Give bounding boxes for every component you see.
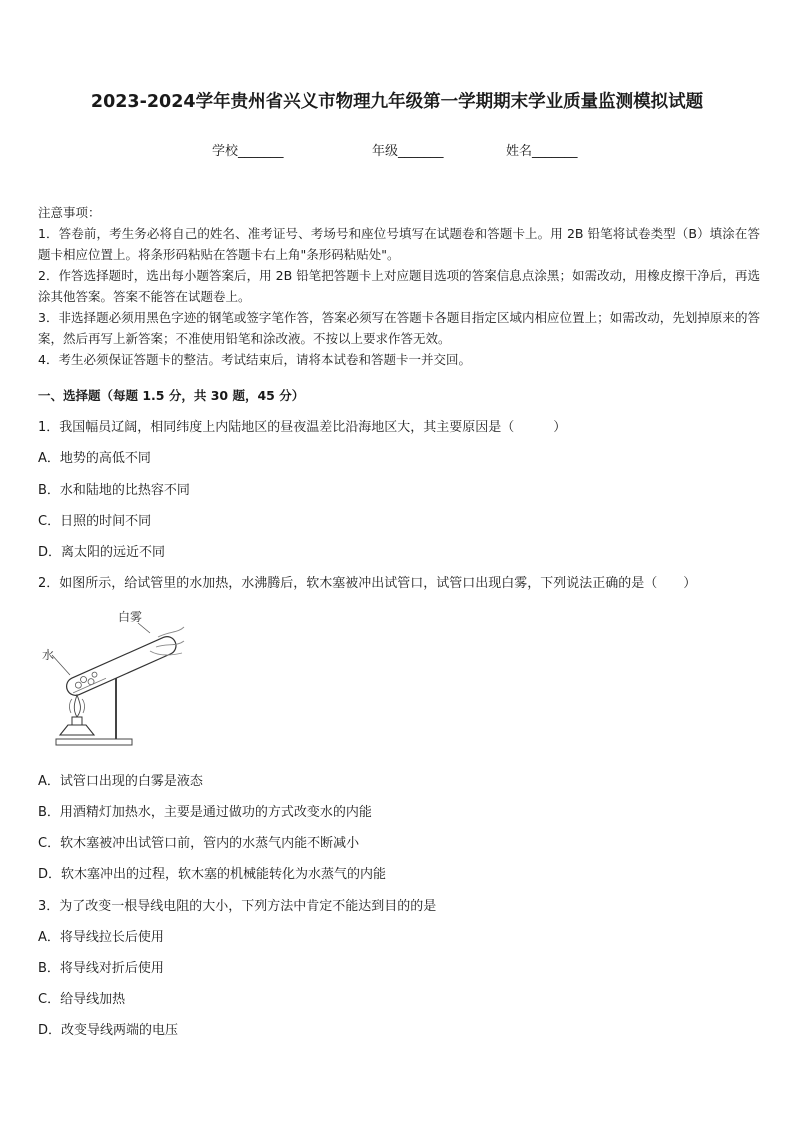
instruction-item: 1．答卷前，考生务必将自己的姓名、准考证号、考场号和座位号填写在试题卷和答题卡上。用 2B 铅笔将试卷类型（B）填涂在答题卡相应位置上。将条形码粘贴在答题卡右上角"条形码粘贴处"。 bbox=[38, 226, 760, 262]
answer-option: C．软木塞被冲出试管口前，管内的水蒸气内能不断减小 bbox=[38, 836, 360, 851]
name-field: 姓名_______ bbox=[506, 144, 578, 159]
answer-option: A．试管口出现的白雾是液态 bbox=[38, 774, 203, 789]
answer-option: A．将导线拉长后使用 bbox=[38, 930, 164, 945]
answer-option: B．将导线对折后使用 bbox=[38, 961, 164, 976]
school-field: 学校_______ bbox=[212, 144, 284, 159]
water-label: 水 bbox=[42, 648, 55, 662]
test-tube-heating-figure bbox=[38, 603, 188, 753]
instruction-item: 4．考生必须保证答题卡的整洁。考试结束后，请将本试卷和答题卡一并交回。 bbox=[38, 352, 471, 367]
answer-option: A．地势的高低不同 bbox=[38, 451, 151, 466]
question-stem: 1．我国幅员辽阔，相同纬度上内陆地区的昼夜温差比沿海地区大，其主要原因是（ ） bbox=[38, 420, 567, 435]
exam-instructions bbox=[38, 202, 760, 370]
section-heading: 一、选择题（每题 1.5 分，共 30 题，45 分） bbox=[38, 388, 305, 403]
answer-option: B．用酒精灯加热水，主要是通过做功的方式改变水的内能 bbox=[38, 805, 372, 820]
instruction-item: 3．非选择题必须用黑色字迹的钢笔或签字笔作答，答案必须写在答题卡各题目指定区域内相应位置上；如需改动，先划掉原来的答案，然后再写上新答案；不准使用铅笔和涂改液。不按以上要求作答无效。 bbox=[38, 310, 760, 346]
student-info-row bbox=[0, 140, 794, 160]
answer-option: D．离太阳的远近不同 bbox=[38, 545, 166, 560]
answer-option: D．改变导线两端的电压 bbox=[38, 1023, 179, 1038]
answer-option: B．水和陆地的比热容不同 bbox=[38, 483, 190, 498]
exam-title: 2023-2024学年贵州省兴义市物理九年级第一学期期末学业质量监测模拟试题 bbox=[90, 92, 704, 112]
grade-field: 年级_______ bbox=[372, 144, 444, 159]
question-stem: 2．如图所示，给试管里的水加热，水沸腾后，软木塞被冲出试管口，试管口出现白雾，下列说法正确的是（ ） bbox=[38, 576, 697, 591]
instruction-item: 2．作答选择题时，选出每小题答案后，用 2B 铅笔把答题卡上对应题目选项的答案信息点涂黑；如需改动，用橡皮擦干净后，再选涂其他答案。答案不能答在试题卷上。 bbox=[38, 268, 760, 304]
answer-option: C．日照的时间不同 bbox=[38, 514, 152, 529]
mist-label: 白雾 bbox=[118, 610, 143, 624]
question-stem: 3．为了改变一根导线电阻的大小，下列方法中肯定不能达到目的的是 bbox=[38, 899, 437, 914]
test-tube-diagram bbox=[38, 603, 188, 753]
answer-option: D．软木塞冲出的过程，软木塞的机械能转化为水蒸气的内能 bbox=[38, 867, 387, 882]
instructions-heading: 注意事项： bbox=[38, 205, 101, 220]
answer-option: C．给导线加热 bbox=[38, 992, 126, 1007]
